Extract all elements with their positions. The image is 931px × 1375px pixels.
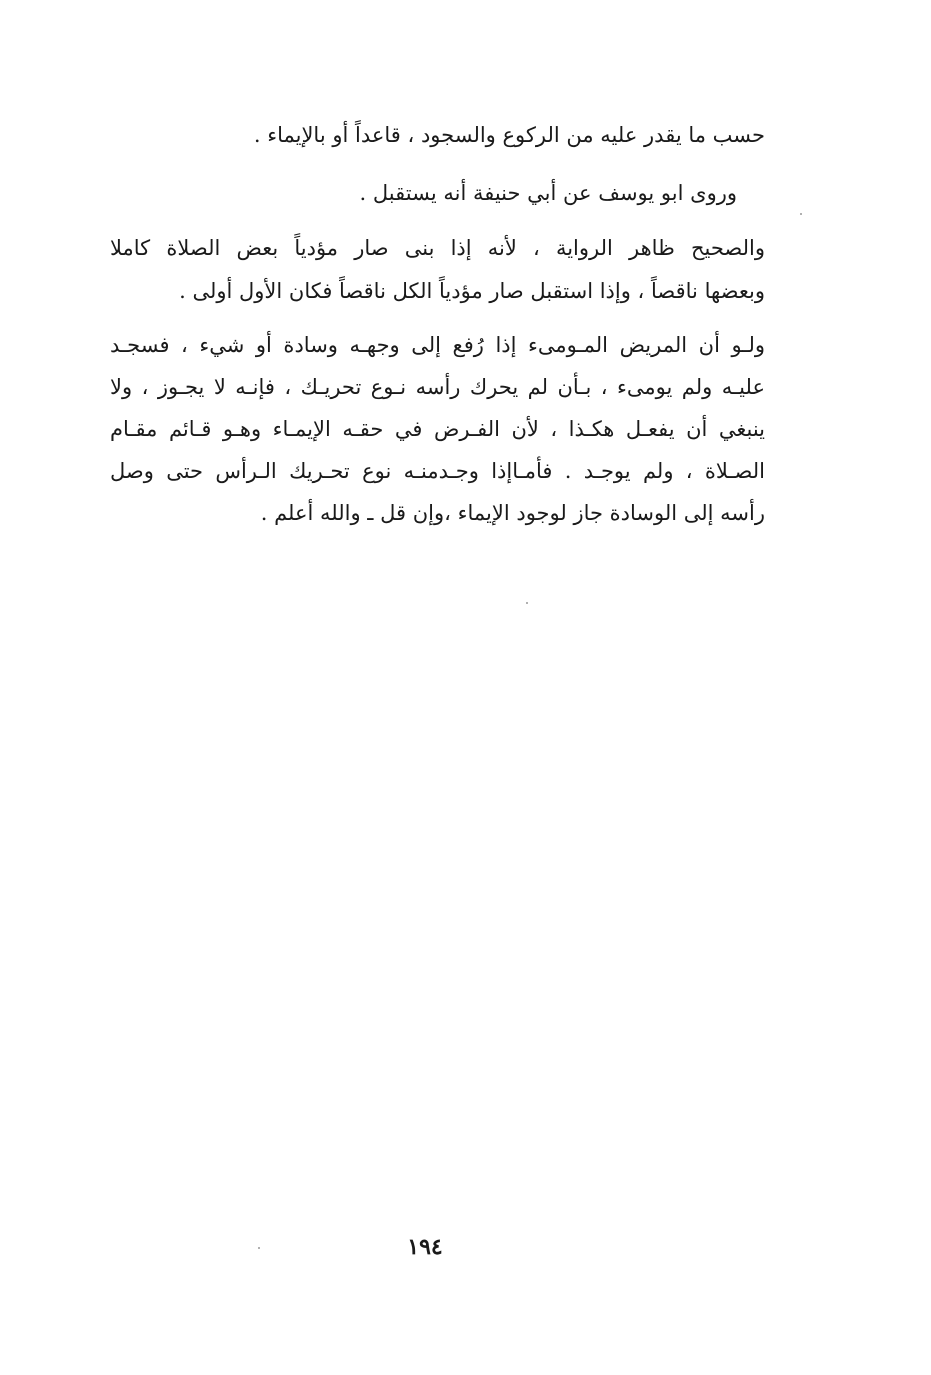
scan-speck bbox=[800, 213, 802, 215]
text-line: عليـه ولم يومىء ، بـأن لم يحرك رأسه نـوع تحريـك ، فإنـه لا يجـوز ، ولا bbox=[110, 375, 765, 399]
scan-speck bbox=[258, 1247, 260, 1249]
scan-speck bbox=[526, 602, 528, 604]
text-line: ولـو أن المريض المـومىء إذا رُفع إلى وجهـه وسادة أو شيء ، فسجـد bbox=[110, 333, 765, 357]
text-line: الصـلاة ، ولم يوجـد . فأمـاإذا وجـدمنـه نوع تحـريك الـرأس حتى وصل bbox=[110, 459, 765, 483]
text-line: حسب ما يقدر عليه من الركوع والسجود ، قاعداً أو بالإيماء . bbox=[253, 123, 765, 147]
text-line: والصحيح ظاهر الرواية ، لأنه إذا بنى صار مؤدياً بعض الصلاة كاملا bbox=[110, 236, 765, 260]
page-number: ١٩٤ bbox=[407, 1234, 443, 1260]
text-line: وبعضها ناقصاً ، وإذا استقبل صار مؤدياً الكل ناقصاً فكان الأول أولى . bbox=[179, 279, 765, 303]
text-line: وروى ابو يوسف عن أبي حنيفة أنه يستقبل . bbox=[359, 181, 737, 205]
text-line: رأسه إلى الوسادة جاز لوجود الإيماء ،وإن قل ـ والله أعلم . bbox=[260, 501, 765, 525]
text-line: ينبغي أن يفعـل هكـذا ، لأن الفـرض في حقـه الإيمـاء وهـو قـائم مقـام bbox=[110, 417, 765, 441]
